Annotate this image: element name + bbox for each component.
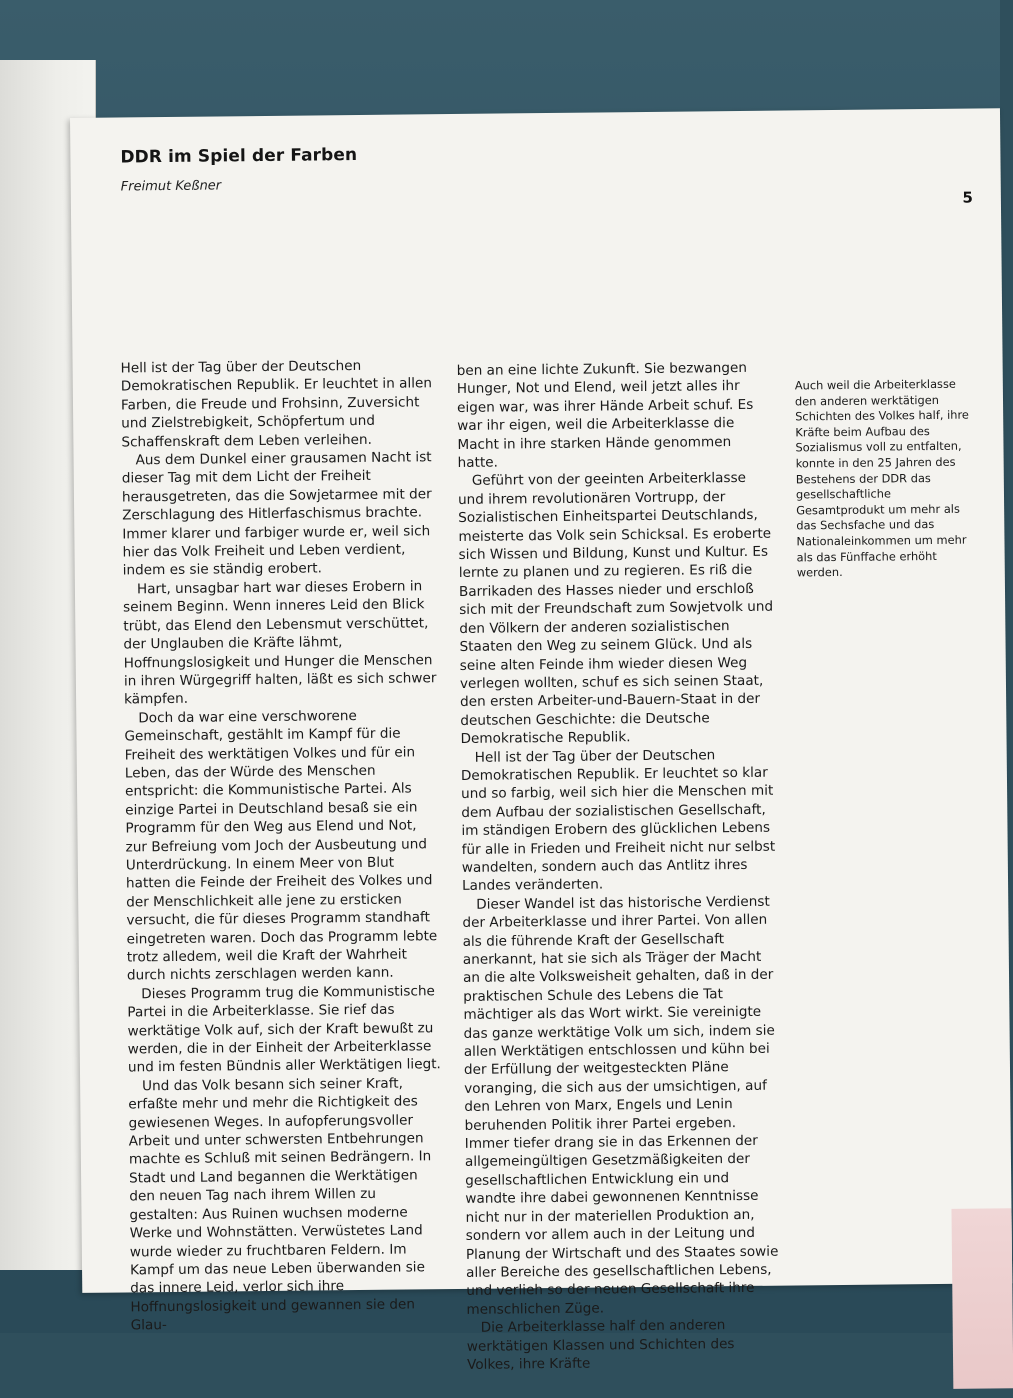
paragraph: Dieser Wandel ist das historische Verdienst der Arbeiterklasse und ihrer Partei. Von allen als die führende Kraft der Gesellschaft anerkannt, hat sie sich als Träger der Macht an die alte Volksweisheit gehalten, daß in der praktischen Schule des Lebens die Tat mächtiger als das Wort wirkt. Sie vereinigte das ganze werktätige Volk um sich, indem sie allen Werktätigen entschlossen und kühn bei der Erfüllung der weitgesteckten Pläne voranging, die sich aus der umsichtigen, auf den Lehren von Marx, Engels und Lenin beruhenden Politik ihrer Partei ergeben. Immer tiefer drang sie in das Erkennen der allgemeingültigen Gesetzmäßigkeiten der gesellschaftlichen Entwicklung ein und wandte ihre dabei gewonnenen Kenntnisse nicht nur in der materiellen Produktion an, sondern vor allem auch in der Leitung und Planung der Wirtschaft und des Staates sowie aller Bereiche des gesellschaftlichen Lebens, und verlieh so der neuen Gesellschaft ihre menschlichen Züge. xyxy=(462,893,779,1318)
paragraph: Hell ist der Tag über der Deutschen Demokratischen Republik. Er leuchtet in allen Farben, die Freude und Frohsinn, Zuversicht und Zielstrebigkeit, Schöpfertum und Schaffenskraft dem Leben verleihen. xyxy=(120,357,433,451)
page-edge-stain xyxy=(951,1208,1013,1389)
paragraph: Und das Volk besann sich seiner Kraft, erfaßte mehr und mehr die Richtigkeit des gewiesenen Weges. In aufopferungsvoller Arbeit und unter schwersten Entbehrungen machte es Schluß mit seinen Bedrängern. In Stadt und Land begannen die Werktätigen den neuen Tag nach ihrem Willen zu gestalten: Aus Ruinen wuchsen moderne Werke und Wohnstätten. Verwüstetes Land wurde wieder zu fruchtbaren Feldern. Im Kampf um das neue Leben überwanden sie das innere Leid, verlor sich ihre Hoffnungslosigkeit und gewannen sie den Glau- xyxy=(128,1075,432,1334)
page-number: 5 xyxy=(962,188,973,207)
text-column-2 xyxy=(457,359,786,1375)
book-page xyxy=(70,108,1012,1373)
author-name: Freimut Keßner xyxy=(120,178,222,195)
text-column-3 xyxy=(795,377,975,582)
paragraph: Aus dem Dunkel einer grausamen Nacht ist dieser Tag mit dem Licht der Freiheit herausgetreten, das die Sowjetarmee mit der Zerschlagung des Hitlerfaschismus brachte. Immer klarer und farbiger wurde er, weil sich hier das Volk Freiheit und Leben verdient, indem es sie ständig erobert. xyxy=(121,449,432,579)
paragraph: Geführt von der geeinten Arbeiterklasse und ihrem revolutionären Vortrupp, der Sozialistischen Einheitspartei Deutschlands, meisterte das Volk sein Schicksal. Es eroberte sich Wissen und Bildung, Kunst und Kultur. Es lernte zu planen und zu regieren. Es riß die Barrikaden des Hasses nieder und erschloß sich mit der Freundschaft zum Sowjetvolk und den Völkern der anderen sozialistischen Staaten den Weg zu seinem Glück. Und als seine alten Feinde ihm wieder diesen Weg verlegen wollten, schuf es sich seinen Staat, den ersten Arbeiter-und-Bauern-Staat in der deutschen Geschichte: die Deutsche Demokratische Republik. xyxy=(457,470,774,748)
paragraph: Hell ist der Tag über der Deutschen Demokratischen Republik. Er leuchtet so klar und so farbig, weil sich hier die Menschen mit dem Aufbau der sozialistischen Gesellschaft, im ständigen Erobern des glücklichen Lebens für alle in Frieden und Freiheit nicht nur selbst wandelten, sondern auch das Antlitz ihres Landes veränderten. xyxy=(460,746,776,895)
paragraph: Auch weil die Arbeiterklasse den anderen werktätigen Schichten des Volkes half, ihre Kräfte beim Aufbau des Sozialismus voll zu entfalten, konnte in den 25 Jahren des Bestehens der DDR das gesellschaftliche Gesamtprodukt um mehr als das Sechsfache und das Nationaleinkommen um mehr als das Fünffache erhöht werden. xyxy=(794,376,969,580)
paragraph: Dieses Programm trug die Kommunistische Partei in die Arbeiterklasse. Sie rief das werktätige Volk auf, sich der Kraft bewußt zu werden, die in der Einheit der Arbeiterklasse und im festen Bündnis aller Werktätigen liegt. xyxy=(127,983,441,1076)
page-title: DDR im Spiel der Farben xyxy=(120,144,358,168)
paragraph: ben an eine lichte Zukunft. Sie bezwangen Hunger, Not und Elend, weil jetzt alles ihr eigen war, was ihrer Hände Arbeit schuf. Es war ihr eigen, weil die Arbeiterklasse die Macht in ihre starken Hände genommen hatte. xyxy=(456,359,754,471)
text-column-1 xyxy=(121,356,447,1335)
paragraph: Die Arbeiterklasse half den anderen werktätigen Klassen und Schichten des Volkes, ihre Kräfte xyxy=(466,1317,735,1373)
paragraph: Hart, unsagbar hart war dieses Erobern in seinem Beginn. Wenn inneres Leid den Blick trübt, das Elend den Lebensmut verschüttet, der Unglauben die Kräfte lähmt, Hoffnungslosigkeit und Hunger die Menschen in ihren Würgegriff halten, läßt es sich schwer kämpfen. xyxy=(123,578,437,708)
paragraph: Doch da war eine verschworene Gemeinschaft, gestählt im Kampf für die Freiheit des werktätigen Volkes und für ein Leben, das der Würde des Menschen entspricht: die Kommunistische Partei. Als einzige Partei in Deutschland besaß sie ein Programm für den Weg aus Elend und Not, zur Befreiung vom Joch der Ausbeutung und Unterdrückung. In einem Meer von Blut hatten die Feinde der Freiheit des Volkes und der Menschlichkeit alle jene zu ersticken versucht, die für dieses Programm standhaft eingetreten waren. Doch das Programm lebte trotz alledem, weil die Kraft der Wahrheit durch nichts zerschlagen werden kann. xyxy=(124,707,438,984)
